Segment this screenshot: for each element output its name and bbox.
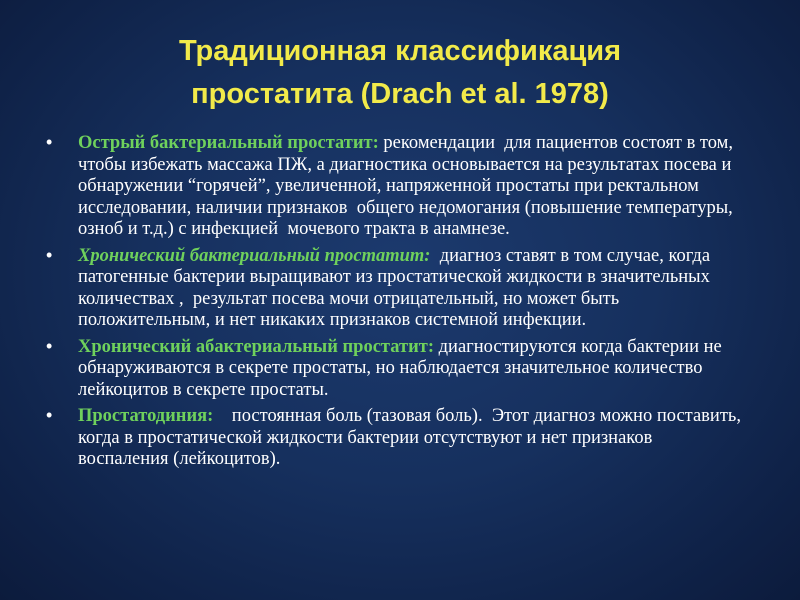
bullet-icon: • — [46, 132, 53, 152]
bullet-text: постоянная боль (тазовая боль). Этот диагноз можно поставить, когда в простатической жидкости бактерии отсутствуют и нет признаков воспаления (лейкоцитов). — [78, 406, 746, 469]
title-line-1: Традиционная классификация — [178, 35, 622, 67]
bullet-item-chronic-abacterial — [46, 337, 746, 402]
bullet-text: диагностируются когда бактерии не обнаруживаются в секрете простаты, но наблюдается значительное количество лейкоцитов в секрете простаты. — [78, 336, 727, 400]
bullet-term: Простатодиния: — [78, 406, 214, 426]
title-line-2: простатита (Drach et al. 1978) — [191, 78, 609, 110]
slide-title — [0, 30, 800, 116]
bullet-item-chronic-bacterial — [46, 246, 746, 332]
bullet-icon: • — [46, 405, 53, 425]
bullet-term: Хронический абактериальный простатит: — [78, 336, 435, 357]
bullet-icon: • — [46, 244, 53, 265]
bullet-term: Острый бактериальный простатит: — [78, 133, 379, 153]
bullet-term: Хронический бактериальный простатит: — [78, 245, 431, 266]
bullet-item-acute-bacterial — [46, 133, 746, 241]
bullet-icon: • — [46, 335, 53, 356]
bullet-item-prostatodynia — [46, 406, 746, 471]
bullet-text: рекомендации для пациентов состоят в том, чтобы избежать массажа ПЖ, а диагностика основывается на результатах посева и обнаружении “горячей”, увеличенной, напряженной простаты при ректальном исследовании, наличии признаков общего недомогания (повышение температуры, озноб и т.д.) с инфекцией мочевого тракта в анамнезе. — [78, 133, 738, 239]
bullet-text: диагноз ставят в том случае, когда патогенные бактерии выращивают из простатической жидкости в значительных количествах , результат посева мочи отрицательный, но может быть положительным, и нет никаких признаков системной инфекции. — [78, 245, 715, 330]
bullet-list — [46, 133, 746, 476]
